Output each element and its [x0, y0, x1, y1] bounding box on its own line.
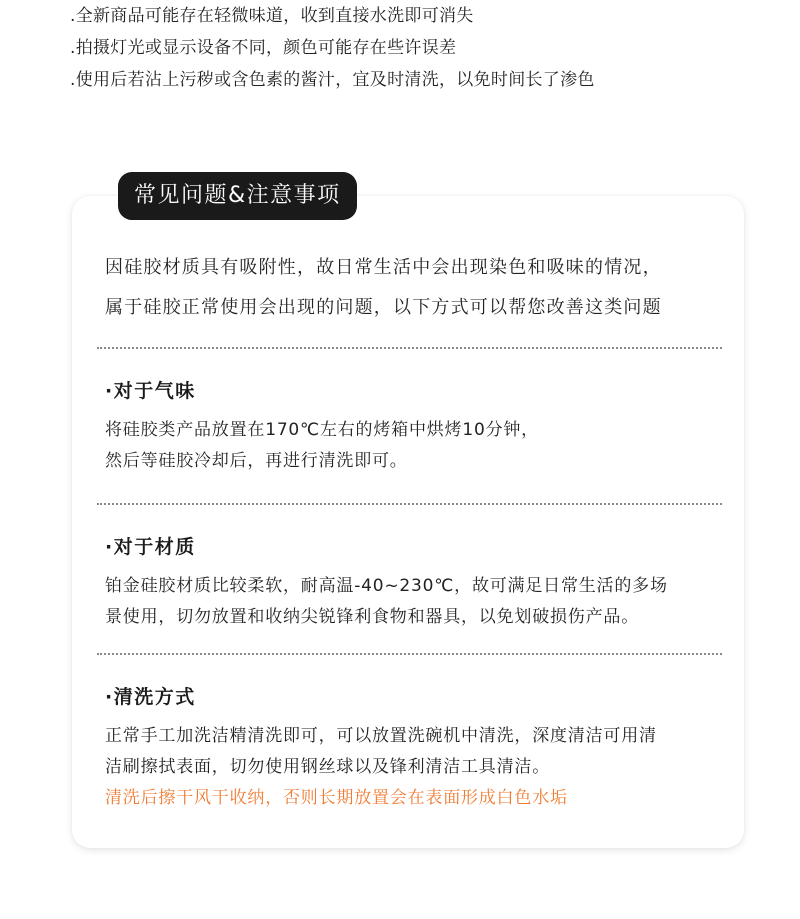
section-body-cleaning: [105, 721, 730, 814]
dotted-divider: [97, 503, 722, 505]
intro-line-2: 属于硅胶正常使用会出现的问题，以下方式可以帮您改善这类问题: [105, 297, 662, 318]
faq-title-tab: 常见问题&注意事项: [118, 172, 357, 220]
section-body-odor: [105, 415, 730, 477]
note-line-1: .全新商品可能存在轻微味道，收到直接水洗即可消失: [70, 6, 474, 26]
cleaning-line-1: 正常手工加洗洁精清洗即可，可以放置洗碗机中清洗，深度清洁可用清: [105, 726, 657, 746]
intro-line-1: 因硅胶材质具有吸附性，故日常生活中会出现染色和吸味的情况，: [105, 257, 662, 278]
product-notes: [70, 0, 770, 96]
odor-line-1: 将硅胶类产品放置在170℃左右的烤箱中烘烤10分钟，: [105, 420, 539, 440]
section-body-material: [105, 571, 730, 633]
section-title-material: ·对于材质: [105, 536, 196, 558]
faq-card-content: [105, 196, 730, 814]
material-line-1: 铂金硅胶材质比较柔软，耐高温-40~230℃，故可满足日常生活的多场: [105, 576, 668, 596]
section-title-odor: ·对于气味: [105, 380, 196, 402]
note-line-3: .使用后若沾上污秽或含色素的酱汁，宜及时清洗，以免时间长了渗色: [70, 70, 595, 90]
material-line-2: 景使用，切勿放置和收纳尖锐锋利食物和器具，以免划破损伤产品。: [105, 607, 639, 627]
dotted-divider: [97, 653, 722, 655]
faq-intro: [105, 248, 730, 328]
note-line-2: .拍摄灯光或显示设备不同，颜色可能存在些许误差: [70, 38, 457, 58]
faq-card: [72, 196, 744, 848]
cleaning-highlight: 清洗后擦干风干收纳，否则长期放置会在表面形成白色水垢: [105, 788, 568, 808]
dotted-divider: [97, 347, 722, 349]
section-title-cleaning: ·清洗方式: [105, 686, 196, 708]
cleaning-line-2: 洁刷擦拭表面，切勿使用钢丝球以及锋利清洁工具清洁。: [105, 757, 550, 777]
odor-line-2: 然后等硅胶冷却后，再进行清洗即可。: [105, 451, 408, 471]
